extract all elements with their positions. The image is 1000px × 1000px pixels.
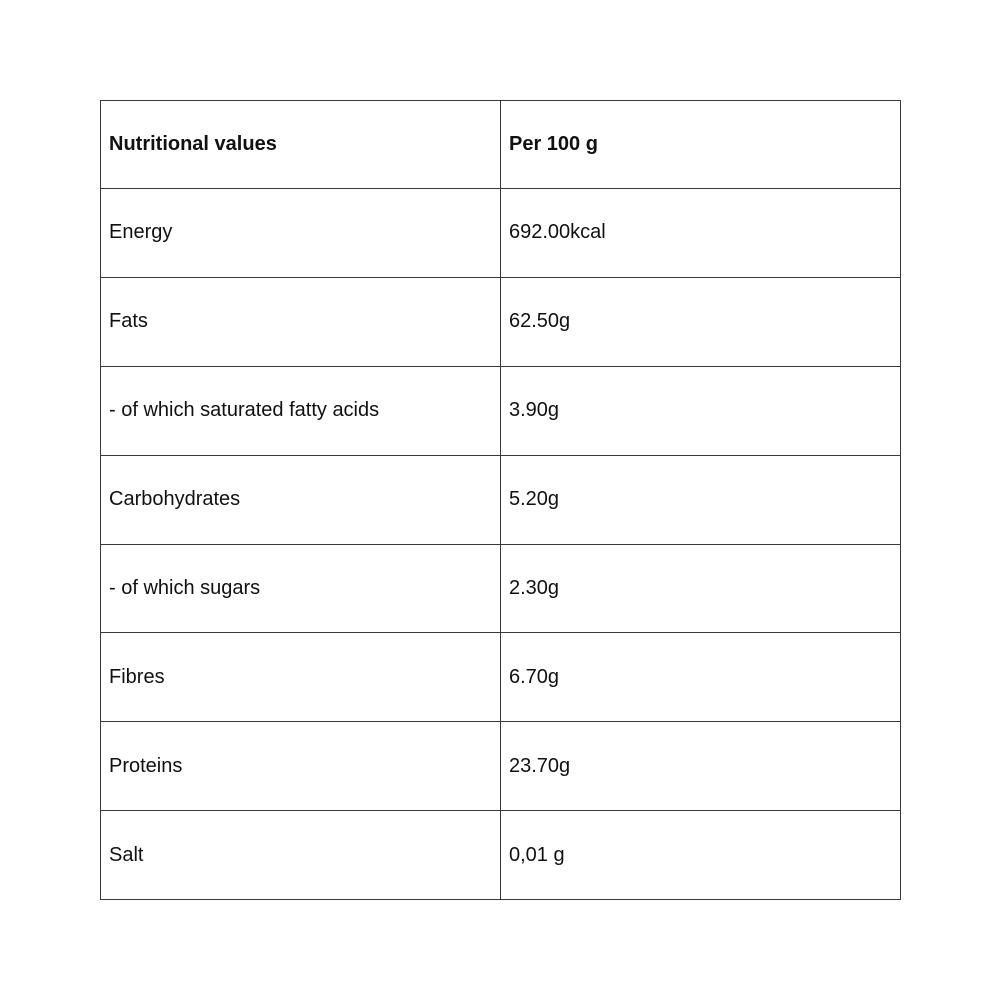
nutrient-value: 692.00kcal (501, 189, 901, 278)
table-row (101, 633, 901, 722)
table-row (101, 455, 901, 544)
header-per-100g: Per 100 g (501, 101, 901, 189)
header-nutritional-values: Nutritional values (101, 101, 501, 189)
table-row (101, 277, 901, 366)
nutrient-name: Energy (101, 189, 501, 278)
nutrient-name: - of which saturated fatty acids (101, 366, 501, 455)
nutrient-value: 5.20g (501, 455, 901, 544)
table-row (101, 366, 901, 455)
nutrient-value: 23.70g (501, 722, 901, 811)
nutrient-name: Fibres (101, 633, 501, 722)
nutrient-name: Proteins (101, 722, 501, 811)
nutrient-value: 62.50g (501, 277, 901, 366)
table-row (101, 722, 901, 811)
nutrient-name: - of which sugars (101, 544, 501, 633)
nutrient-name: Fats (101, 277, 501, 366)
nutrient-name: Salt (101, 811, 501, 900)
nutrient-value: 2.30g (501, 544, 901, 633)
nutrition-table (100, 100, 901, 900)
table-row (101, 811, 901, 900)
nutrient-value: 6.70g (501, 633, 901, 722)
nutrient-name: Carbohydrates (101, 455, 501, 544)
table-row (101, 189, 901, 278)
nutrient-value: 0,01 g (501, 811, 901, 900)
table-header-row (101, 101, 901, 189)
nutrient-value: 3.90g (501, 366, 901, 455)
table-row (101, 544, 901, 633)
